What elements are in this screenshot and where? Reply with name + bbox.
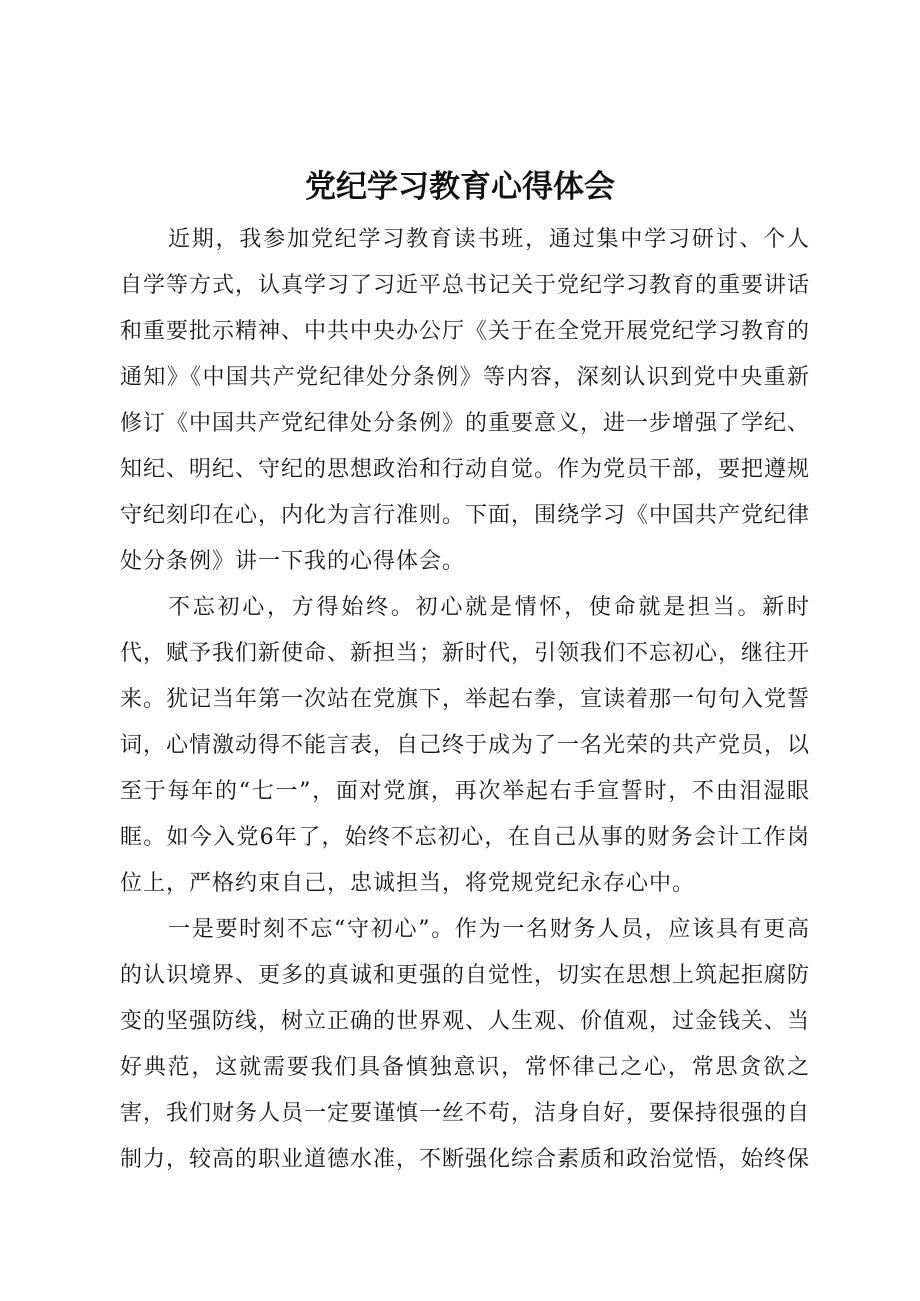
document-body: [120, 217, 810, 1183]
paragraph-intro: 近期，我参加党纪学习教育读书班，通过集中学习研讨、个人自学等方式，认真学习了习近平总书记关于党纪学习教育的重要讲话和重要批示精神、中共中央办公厅《关于在全党开展党纪学习教育的通知》《中国共产党纪律处分条例》等内容，深刻认识到党中央重新修订《中国共产党纪律处分条例》的重要意义，进一步增强了学纪、知纪、明纪、守纪的思想政治和行动自觉。作为党员干部，要把遵规守纪刻印在心，内化为言行准则。下面，围绕学习《中国共产党纪律处分条例》讲一下我的心得体会。: [120, 227, 811, 574]
paragraph-original-aspiration: 不忘初心，方得始终。初心就是情怀，使命就是担当。新时代，赋予我们新使命、新担当；新时代，引领我们不忘初心，继往开来。犹记当年第一次站在党旗下，举起右拳，宣读着那一句句入党誓词，心情激动得不能言表，自己终于成为了一名光荣的共产党员，以至于每年的“七一”，面对党旗，再次举起右手宣誓时，不由泪湿眼眶。如今入党6年了，始终不忘初心，在自己从事的财务会计工作岗位上，严格约束自己，忠诚担当，将党规党纪永存心中。: [120, 595, 811, 896]
paragraph-point-one: 一是要时刻不忘“守初心”。作为一名财务人员，应该具有更高的认识境界、更多的真诚和更强的自觉性，切实在思想上筑起拒腐防变的坚强防线，树立正确的世界观、人生观、价值观，过金钱关、当好典范，这就需要我们具备慎独意识，常怀律己之心，常思贪欲之害，我们财务人员一定要谨慎一丝不苟，洁身自好，要保持很强的自制力，较高的职业道德水准，不断强化综合素质和政治觉悟，始终保: [120, 917, 811, 1172]
document-title: 党纪学习教育心得体会: [305, 169, 615, 205]
